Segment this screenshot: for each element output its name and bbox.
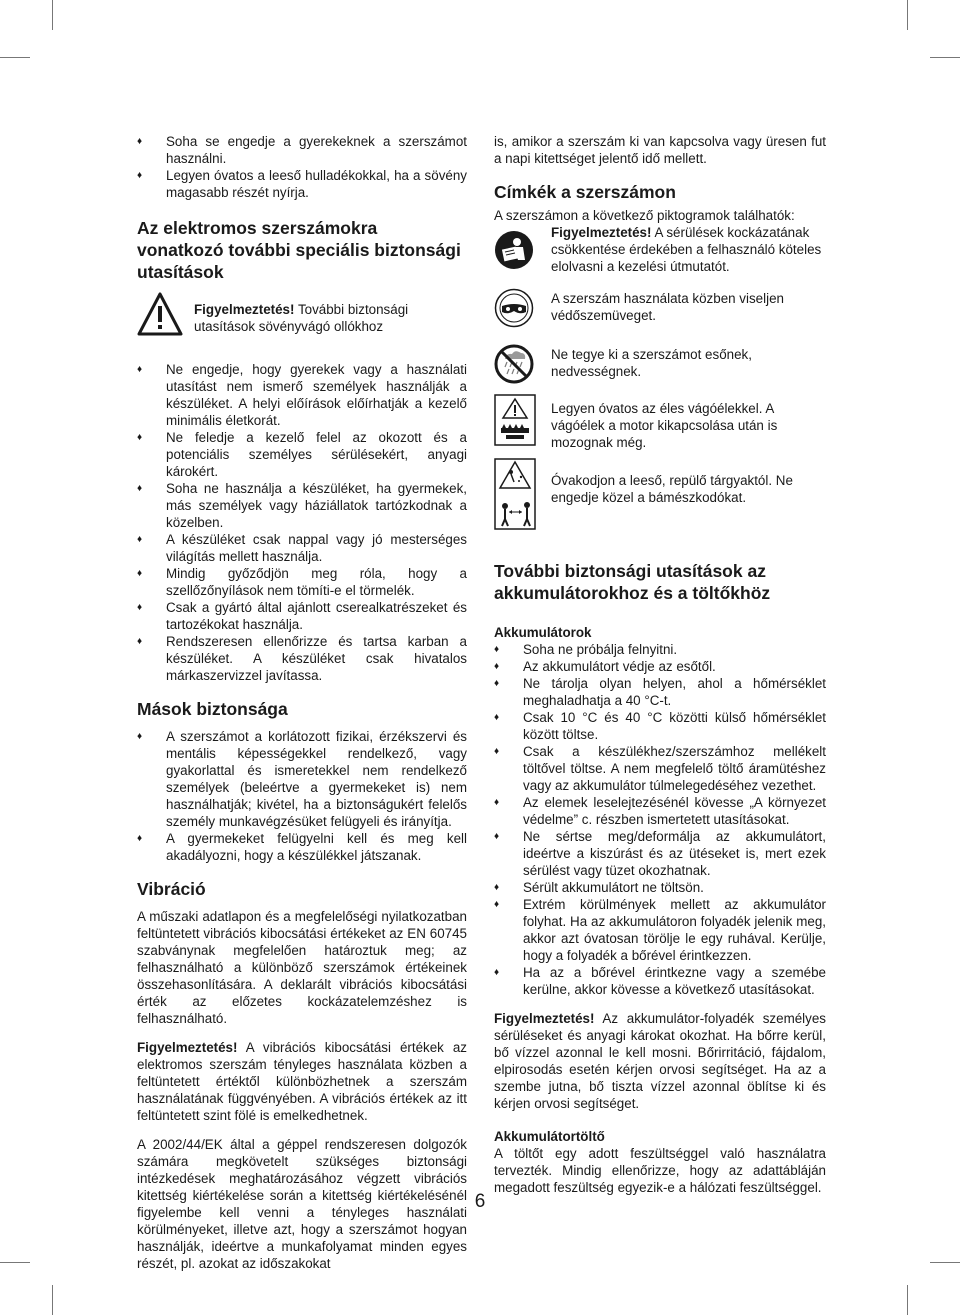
diamond-bullet-icon: ♦: [137, 602, 143, 613]
diamond-bullet-icon: ♦: [137, 636, 143, 647]
diamond-bullet-icon: ♦: [494, 661, 500, 672]
list-item: ♦ A szerszámot a korlátozott fizikai, érzékszervi és mentális képességekkel rendelkező, vagy gyakorlattal és ismeretekkel nem rendelkező személyek (beleértve a gyermekeket is) nem használhatják; kivétel, ha a biztonságukért felelős személy munkavégzésüket felügyeli és irányítja.: [137, 729, 467, 829]
vibration-paragraph-2: A 2002/44/EK által a géppel rendszeresen dolgozók számára megkövetelt szükséges biztonsági intézkedések meghatározásához végzett vibrációs kitettség kiértékelése során a kitettség kiértékelésénél figyelembe kell venni a tényleges használati körülményeket, illetve azt, hogy a szerszámot hogyan használják, ideértve a munkafolyamat minden egyes részét, pl. azokat az időszakokat: [137, 1137, 467, 1271]
diamond-bullet-icon: ♦: [137, 483, 143, 494]
sharp-blades-icon: [494, 394, 536, 446]
pictogram-text: Legyen óvatos az éles vágóélekkel. A vágóélek a motor kikapcsolása után is mozognak még.: [551, 401, 778, 450]
diamond-bullet-icon: ♦: [494, 831, 500, 842]
page-number: 6: [474, 1191, 486, 1212]
list-item: ♦ Az elemek leselejtezésénél kövesse „A környezet védelme” c. részben ismertetett utasításokat.: [494, 795, 826, 827]
diamond-bullet-icon: ♦: [137, 432, 143, 443]
no-rain-icon: [494, 344, 534, 384]
vibration-paragraph: A műszaki adatlapon és a megfelelőségi nyilatkozatban feltüntetett vibrációs kibocsátási értékeket az EN 60745 szabványnak megfelelően határoztuk meg; az felhasználható a különböző szerszámok értékeinek összehasonlítására. A deklarált vibrációs kibocsátási érték az előzetes kockázatelemzéshez is felhasználható.: [137, 909, 467, 1026]
diamond-bullet-icon: ♦: [494, 899, 500, 910]
pictogram-list: [494, 224, 826, 532]
pictogram-text: Figyelmeztetés! A sérülések kockázatának csökkentése érdekében a felhasználó köteles elolvasni a kezelési útmutatót.: [551, 225, 822, 274]
labels-intro: A szerszámon a következő piktogramok találhatók:: [494, 208, 795, 223]
diamond-bullet-icon: ♦: [137, 568, 143, 579]
subheading-batteries: Akkumulátorok: [494, 625, 592, 640]
pictogram-text: Ne tegye ki a szerszámot esőnek, nedvességnek.: [551, 347, 752, 379]
continuation-text: is, amikor a szerszám ki van kapcsolva vagy üresen fut a napi kitettséget jelentő idő mellett.: [494, 134, 826, 166]
crop-mark: [52, 1285, 53, 1315]
battery-warning: Figyelmeztetés! Az akkumulátor-folyadék személyes sérüléseket és anyagi károkat okozhat. Ha bőrre kerül, bő vízzel azonnal le kell mosni. Bőrirritáció, fájdalom, elpirosodás esetén kérjen orvosi segítséget. Ha az a szembe jutna, bő tiszta vízzel azonnal öblítse ki és kérjen orvosi segítséget.: [494, 1011, 826, 1111]
diamond-bullet-icon: ♦: [137, 534, 143, 545]
diamond-bullet-icon: ♦: [137, 136, 143, 147]
list-item: ♦ Soha ne használja a készüléket, ha gyermekek, más személyek vagy háziállatok tartózkodnak a közelben.: [137, 481, 467, 530]
diamond-bullet-icon: ♦: [137, 170, 143, 181]
read-manual-icon: [494, 230, 534, 270]
diamond-bullet-icon: ♦: [137, 731, 143, 742]
diamond-bullet-icon: ♦: [494, 644, 500, 655]
safety-list: [137, 361, 467, 684]
pictogram-text: Óvakodjon a leeső, repülő tárgyaktól. Ne engedje közel a bámészkodókat.: [551, 473, 793, 505]
crop-mark: [930, 57, 960, 58]
diamond-bullet-icon: ♦: [494, 882, 500, 893]
diamond-bullet-icon: ♦: [494, 967, 500, 978]
right-column: [494, 133, 826, 1196]
list-item: ♦ Csak a készülékhez/szerszámhoz mellékelt töltővel töltse. A nem megfelelő töltő áramütéshez vagy az akkumulátor túlmelegedéséhez vezethet.: [494, 744, 826, 793]
diamond-bullet-icon: ♦: [494, 712, 500, 723]
crop-mark: [907, 1285, 908, 1315]
diamond-bullet-icon: ♦: [137, 364, 143, 375]
pictogram-text: A szerszám használata közben viseljen védőszemüveget.: [551, 291, 784, 323]
list-item: ♦ A készüléket csak nappal vagy jó mesterséges világítás mellett használja.: [137, 532, 467, 564]
others-list: [137, 728, 467, 864]
list-item: ♦ A gyermekeket felügyelni kell és meg kell akadályozni, hogy a készülékkel játszanak.: [137, 831, 467, 863]
left-column: [137, 133, 467, 1272]
list-item: ♦ Rendszeresen ellenőrizze és tartsa karban a készüléket. A készüléket csak hivatalos márkaszervizzel javítassa.: [137, 634, 467, 683]
list-item: ♦ Csak a gyártó által ajánlott cserealkatrészeket és tartozékokat használja.: [137, 600, 467, 632]
list-item: ♦ Ne tárolja olyan helyen, ahol a hőmérséklet meghaladhatja a 40 °C-t.: [494, 676, 826, 708]
intro-list: [137, 133, 467, 201]
subheading-charger: Akkumulátortöltő: [494, 1129, 605, 1144]
list-item: ♦ Ha az a bőrével érintkezne vagy a szemébe kerülne, akkor kövesse a következő utasításokat.: [494, 965, 826, 997]
heading-electric-tools: Az elektromos szerszámokra vonatkozó további speciális biztonsági utasítások: [137, 218, 461, 282]
warning-box: [137, 291, 467, 349]
crop-mark: [0, 1262, 30, 1263]
diamond-bullet-icon: ♦: [494, 797, 500, 808]
diamond-bullet-icon: ♦: [494, 746, 500, 757]
diamond-bullet-icon: ♦: [137, 833, 143, 844]
list-item: ♦ Soha se engedje a gyerekeknek a szerszámot használni.: [137, 134, 467, 166]
heading-vibration: Vibráció: [137, 879, 206, 899]
warning-triangle-icon: [137, 291, 183, 337]
vibration-warning: Figyelmeztetés! A vibrációs kibocsátási értékek az elektromos szerszám tényleges használata közben a feltüntetett értéktől különbözhetnek a szerszám használatának függvényében. A vibrációs értékek az itt feltüntetett szint fölé is emelkedhetnek.: [137, 1040, 467, 1123]
list-item: ♦ Ne sértse meg/deformálja az akkumulátort, ideértve a kiszúrást és az ütéseket is, mert ezek sérülést vagy tüzet okozhatnak.: [494, 829, 826, 878]
list-item: ♦ Az akkumulátort védje az esőtől.: [494, 659, 716, 674]
list-item: ♦ Ne engedje, hogy gyerekek vagy a használati utasítást nem ismerő személyek használják a készüléket. A helyi előírások előírhatják a kezelő minimális életkorát.: [137, 362, 467, 428]
diamond-bullet-icon: ♦: [494, 678, 500, 689]
eye-protection-icon: [494, 288, 534, 328]
heading-others-safety: Mások biztonsága: [137, 699, 288, 719]
heading-battery: További biztonsági utasítások az akkumulátorokhoz és a töltőkhöz: [494, 561, 771, 603]
list-item: ♦ Legyen óvatos a leeső hulladékokkal, ha a sövény magasabb részét nyírja.: [137, 168, 467, 200]
list-item: ♦ Mindig győződjön meg róla, hogy a szellőzőnyílások nem tömíti-e el törmelék.: [137, 566, 467, 598]
list-item: ♦ Extrém körülmények mellett az akkumulátor folyhat. Ha az akkumulátoron folyadék jelenik meg, akkor azt óvatosan törölje le egy ruhával. Kerülje, hogy a folyadék a bőrével érintkezzen.: [494, 897, 826, 963]
list-item: ♦ Ne feledje a kezelő felel az okozott és a potenciális személyes sérülésekért, anyagi károkért.: [137, 430, 467, 479]
list-item: ♦ Soha ne próbálja felnyitni.: [494, 642, 678, 657]
charger-text: A töltőt egy adott feszültséggel való használatra tervezték. Mindig ellenőrizze, hogy az adattábláján megadott feszültség egyezik-e a hálózati feszültséggel.: [494, 1146, 826, 1195]
heading-labels: Címkék a szerszámon: [494, 182, 676, 202]
list-item: ♦ Csak 10 °C és 40 °C közötti külső hőmérséklet között töltse.: [494, 710, 826, 742]
crop-mark: [0, 57, 30, 58]
flying-objects-icon: [494, 458, 536, 530]
crop-mark: [930, 1262, 960, 1263]
warning-text: Figyelmeztetés! További biztonsági utasítások sövényvágó ollókhoz: [194, 302, 409, 334]
crop-mark: [52, 0, 53, 30]
list-item: ♦ Sérült akkumulátort ne töltsön.: [494, 880, 704, 895]
crop-mark: [907, 0, 908, 30]
battery-list: [494, 641, 826, 998]
